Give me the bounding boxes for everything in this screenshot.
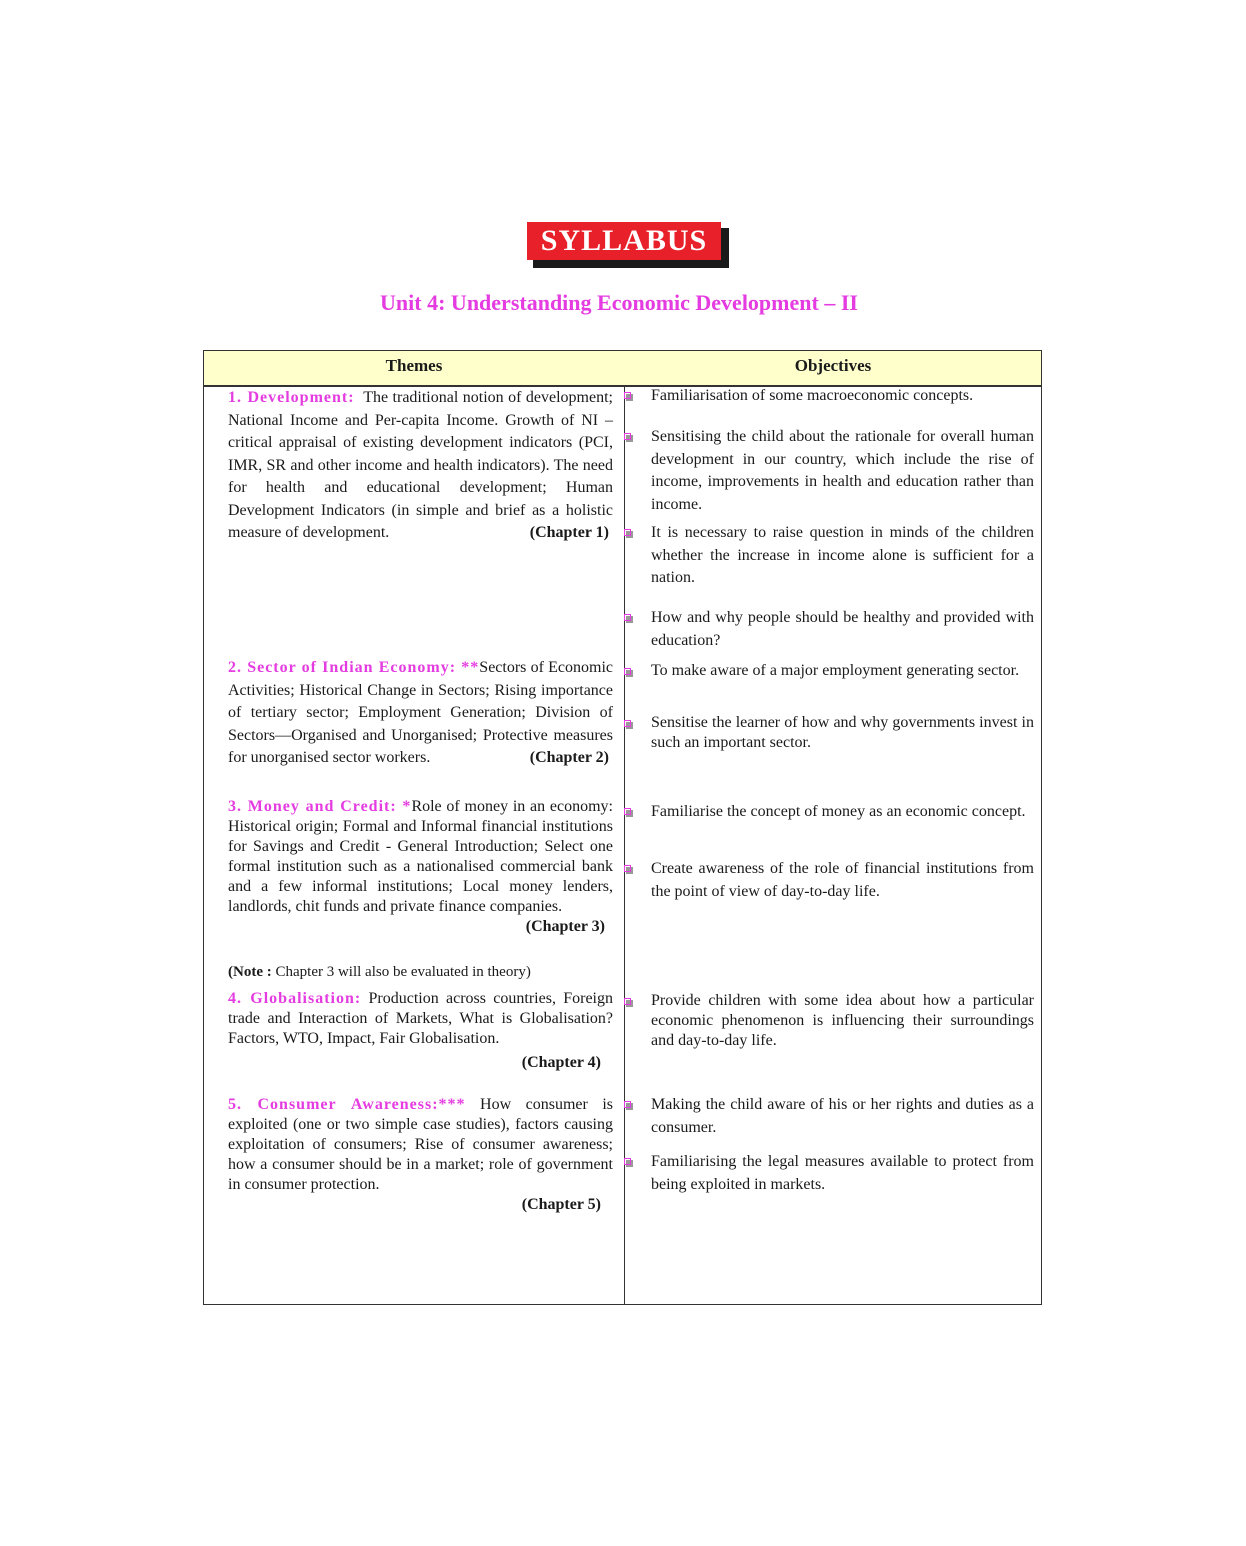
theme-body: The traditional notion of development; National Income and Per-capita Income. Growth of NI – critical appraisal of existing development indicators (PCI, IMR, SR and other income and health indicators). The need for health and educational development; Human Development Indicators (in simple and brief as a holistic measure of development. [228,389,613,541]
theme-chapter: (Chapter 4) [521,1054,601,1071]
header-objectives: Objectives [794,356,872,375]
theme-title: 3. Money and Credit: * [228,798,412,815]
theme-title: 5. Consumer Awareness:*** [228,1096,466,1113]
theme-consumer-awareness [228,1095,613,1215]
theme-chapter: (Chapter 3) [525,918,605,935]
checkbox-bullet-icon [624,668,631,675]
theme-money-credit [228,797,613,937]
objective-item [651,991,1034,1051]
theme-body: Production across countries, Foreign trade and Interaction of Markets, What is Globalisation? Factors, WTO, Impact, Fair Globalisation. [228,990,614,1047]
unit-title: Unit 4: Understanding Economic Development – II [380,290,858,315]
syllabus-badge [527,222,731,268]
objective-text: It is necessary to raise question in minds of the children whether the increase in income alone is sufficient for a nation. [651,524,1034,586]
chapter-note [228,962,613,982]
table-header [204,351,1041,387]
theme-title: 1. Development: [228,389,355,406]
objective-item [651,801,1034,824]
column-divider [624,385,625,1304]
objective-text: Making the child aware of his or her rights and duties as a consumer. [651,1096,1034,1136]
checkbox-bullet-icon [624,720,631,727]
note-text: Chapter 3 will also be evaluated in theory) [275,964,531,980]
objective-text: Sensitising the child about the rationale for overall human development in our country, which include the rise of income, improvements in health and education rather than income. [651,428,1034,513]
badge-label: SYLLABUS [527,222,721,260]
checkbox-bullet-icon [624,808,631,815]
objective-text: Provide children with some idea about how a particular economic phenomenon is influencing their surroundings and day-to-day life. [651,992,1034,1049]
objective-item [651,1151,1034,1196]
theme-chapter: (Chapter 1) [529,524,609,541]
objective-item [651,607,1034,652]
header-themes: Themes [385,356,443,375]
objective-item [651,385,1034,408]
theme-body: Sectors of Economic Activities; Historical Change in Sectors; Rising importance of tertiary sector; Employment Generation; Division of Sectors—Organised and Unorganised; Protective measures for unorganised sector workers. [228,659,614,766]
theme-body: How consumer is exploited (one or two simple case studies), factors causing exploitation of consumers; Rise of consumer awareness; how a consumer should be in a market; role of government in consumer protection. [228,1096,614,1193]
theme-development [228,387,613,545]
objective-text: Familiarise the concept of money as an economic concept. [651,803,1026,820]
objective-text: Sensitise the learner of how and why governments invest in such an important sector. [651,714,1034,751]
objective-item [651,426,1034,516]
objective-item [651,713,1034,753]
objective-item [651,522,1034,590]
syllabus-table [203,350,1042,1305]
theme-title: 4. Globalisation: [228,990,362,1007]
checkbox-bullet-icon [624,614,631,621]
note-label: (Note : [228,964,272,980]
theme-sector [228,657,613,770]
objective-item [651,1094,1034,1139]
checkbox-bullet-icon [624,433,631,440]
checkbox-bullet-icon [624,998,631,1005]
theme-chapter: (Chapter 2) [529,749,609,766]
theme-chapter: (Chapter 5) [521,1196,601,1213]
checkbox-bullet-icon [624,1158,631,1165]
objective-item [651,858,1034,903]
theme-title: 2. Sector of Indian Economy: ** [228,659,480,676]
theme-globalisation [228,989,613,1073]
objective-text: Create awareness of the role of financial institutions from the point of view of day-to-day life. [651,860,1034,900]
objective-text: Familiarising the legal measures available to protect from being exploited in markets. [651,1153,1034,1193]
checkbox-bullet-icon [624,529,631,536]
objective-text: Familiarisation of some macroeconomic concepts. [651,387,974,404]
objective-text: How and why people should be healthy and provided with education? [651,609,1034,649]
objective-text: To make aware of a major employment generating sector. [651,662,1020,679]
checkbox-bullet-icon [624,865,631,872]
checkbox-bullet-icon [624,392,631,399]
checkbox-bullet-icon [624,1101,631,1108]
theme-body: Role of money in an economy: Historical origin; Formal and Informal financial institutions for Savings and Credit - General Introduction; Select one formal institution such as a nationalised commercial bank and a few informal institutions; Local money lenders, landlords, chit funds and private finance companies. [228,798,613,915]
objective-item [651,661,1034,681]
